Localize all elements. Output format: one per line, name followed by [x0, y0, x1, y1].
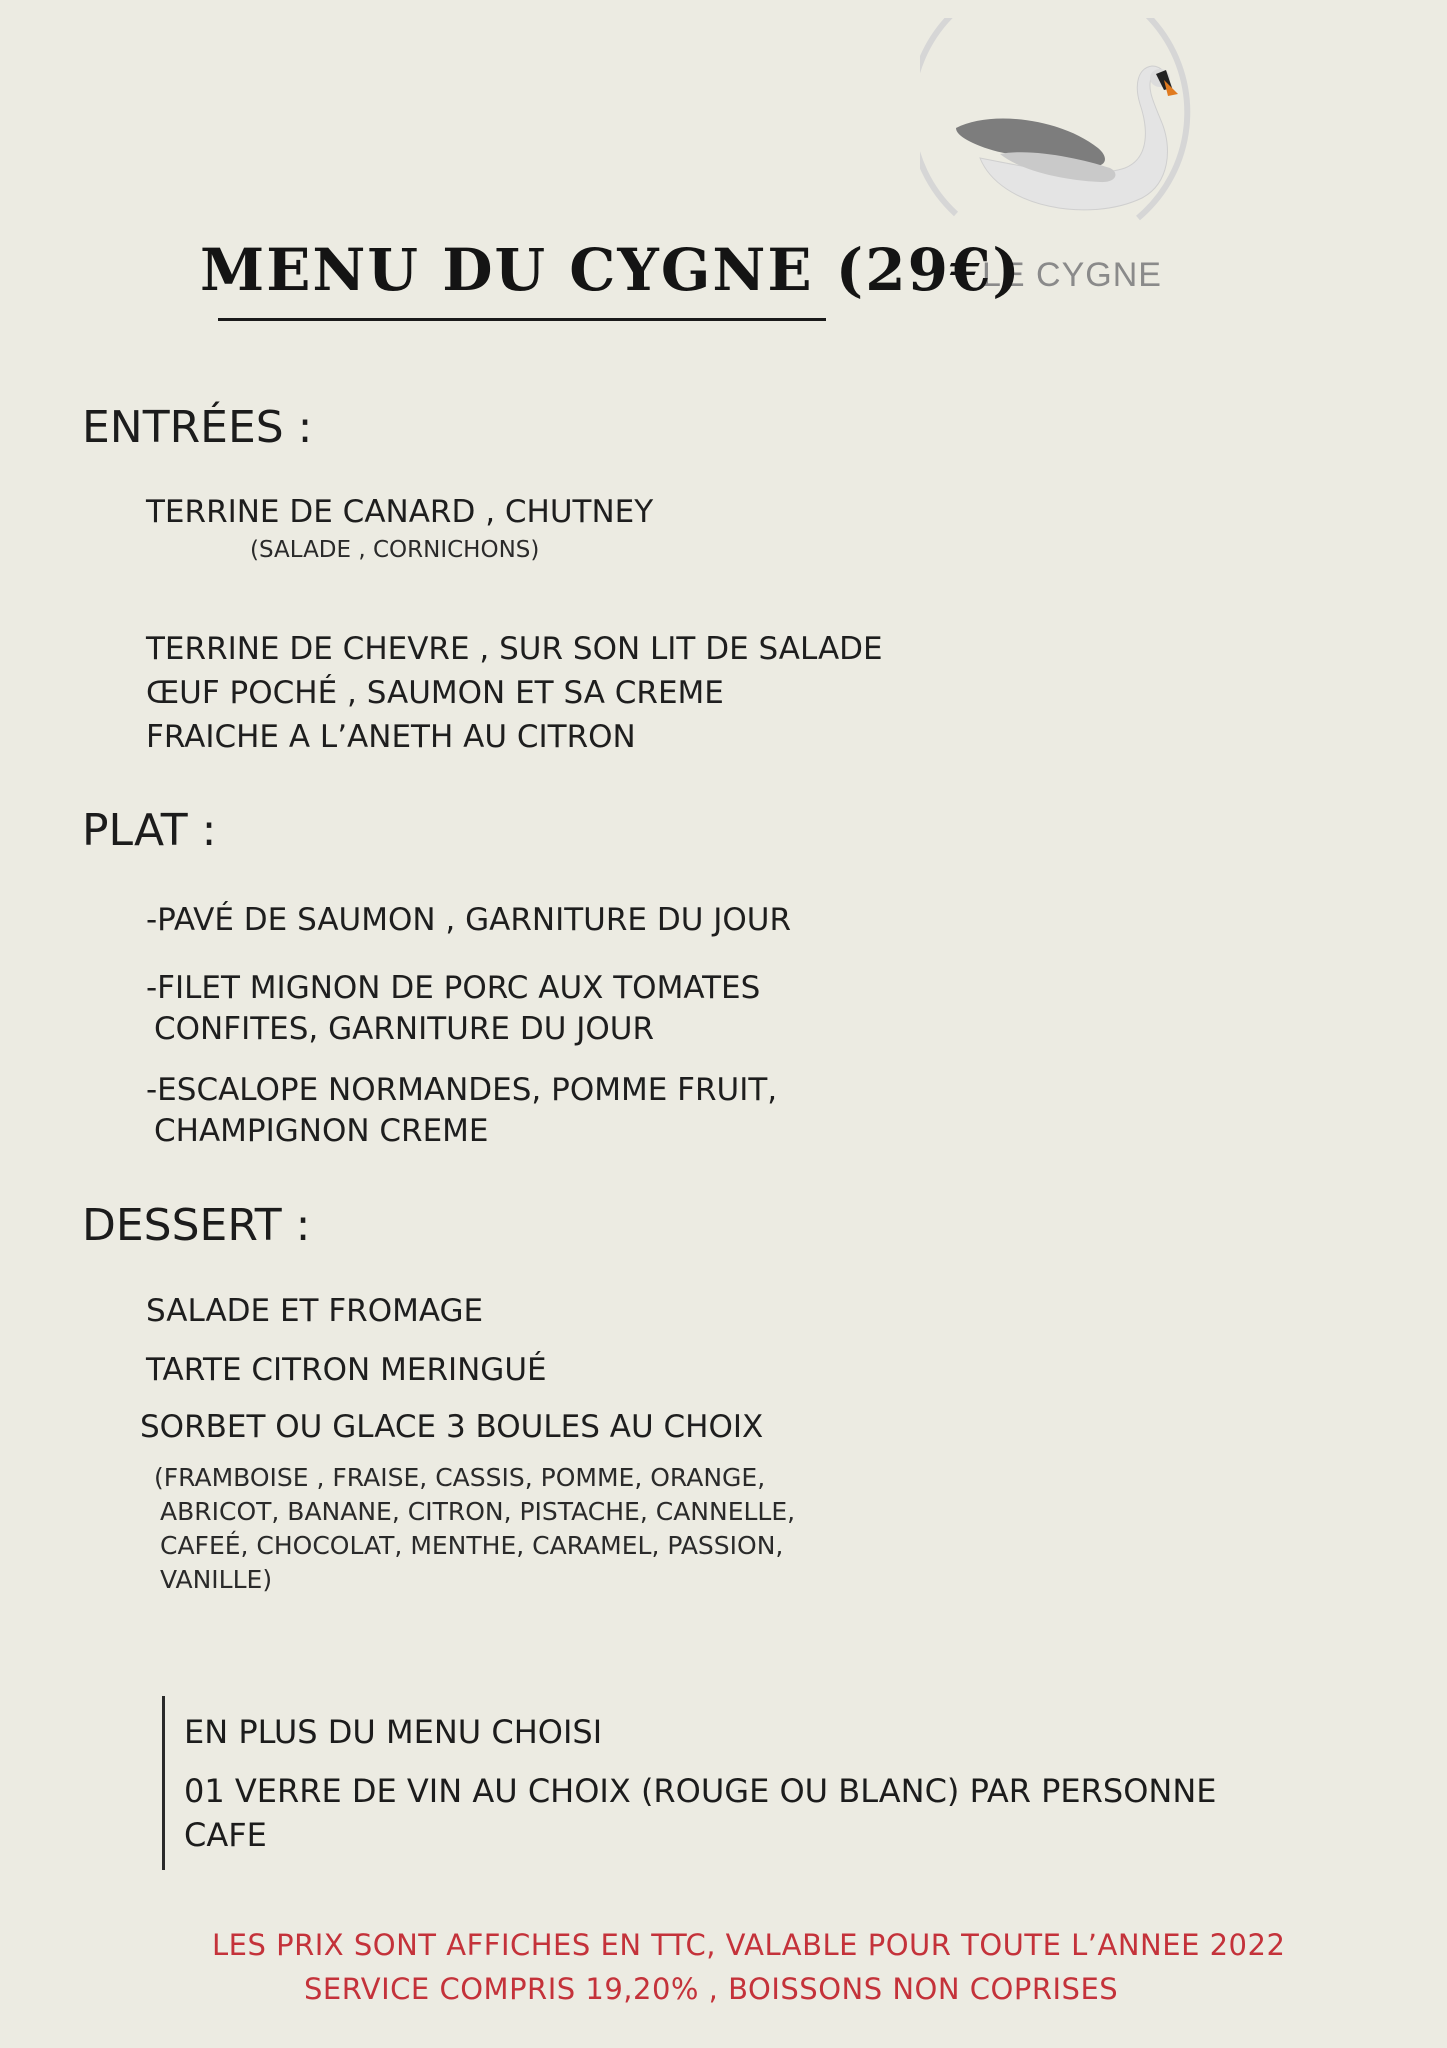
plat-heading: PLAT : — [82, 805, 217, 856]
flavors-line-3: CAFEÉ, CHOCOLAT, MENTHE, CARAMEL, PASSION, — [160, 1531, 784, 1560]
dessert-heading: DESSERT : — [82, 1200, 311, 1251]
plat-item-2-line2: CONFITES, GARNITURE DU JOUR — [154, 1011, 655, 1047]
extras-line-2: 01 VERRE DE VIN AU CHOIX (ROUGE OU BLANC) PAR PERSONNE — [184, 1772, 1217, 1810]
entree-item-2-line2: ŒUF POCHÉ , SAUMON ET SA CREME — [146, 675, 724, 711]
title-underline — [218, 318, 826, 321]
extras-line-3: CAFE — [184, 1816, 267, 1854]
dessert-item-1: SALADE ET FROMAGE — [146, 1293, 484, 1329]
flavors-line-1: (FRAMBOISE , FRAISE, CASSIS, POMME, ORANGE, — [154, 1463, 766, 1492]
extras-line-1: EN PLUS DU MENU CHOISI — [184, 1713, 603, 1751]
footer-prices-note: LES PRIX SONT AFFICHES EN TTC, VALABLE POUR TOUTE L’ANNEE 2022 — [212, 1928, 1286, 1962]
entree-item-1-detail: (SALADE , CORNICHONS) — [250, 537, 540, 563]
swan-icon — [920, 18, 1220, 258]
flavors-line-4: VANILLE) — [160, 1565, 273, 1594]
flavors-line-2: ABRICOT, BANANE, CITRON, PISTACHE, CANNELLE, — [160, 1497, 796, 1526]
entrees-heading: ENTRÉES : — [82, 402, 313, 453]
dessert-item-3: SORBET OU GLACE 3 BOULES AU CHOIX — [140, 1409, 764, 1445]
logo-name: LE CYGNE — [982, 256, 1162, 294]
plat-item-2-line1: -FILET MIGNON DE PORC AUX TOMATES — [146, 970, 761, 1006]
extras-divider — [162, 1696, 165, 1870]
plat-item-3-line2: CHAMPIGNON CREME — [154, 1113, 489, 1149]
plat-item-1: -PAVÉ DE SAUMON , GARNITURE DU JOUR — [146, 902, 792, 938]
entree-item-1: TERRINE DE CANARD , CHUTNEY — [146, 494, 654, 530]
plat-item-3-line1: -ESCALOPE NORMANDES, POMME FRUIT, — [146, 1072, 778, 1108]
footer-service-note: SERVICE COMPRIS 19,20% , BOISSONS NON COPRISES — [304, 1972, 1119, 2006]
entree-item-2-line1: TERRINE DE CHEVRE , SUR SON LIT DE SALADE — [146, 631, 883, 667]
dessert-item-2: TARTE CITRON MERINGUÉ — [146, 1352, 547, 1388]
page-title: MENU DU CYGNE (29€) — [200, 236, 1022, 304]
entree-item-2-line3: FRAICHE A L’ANETH AU CITRON — [146, 719, 636, 755]
